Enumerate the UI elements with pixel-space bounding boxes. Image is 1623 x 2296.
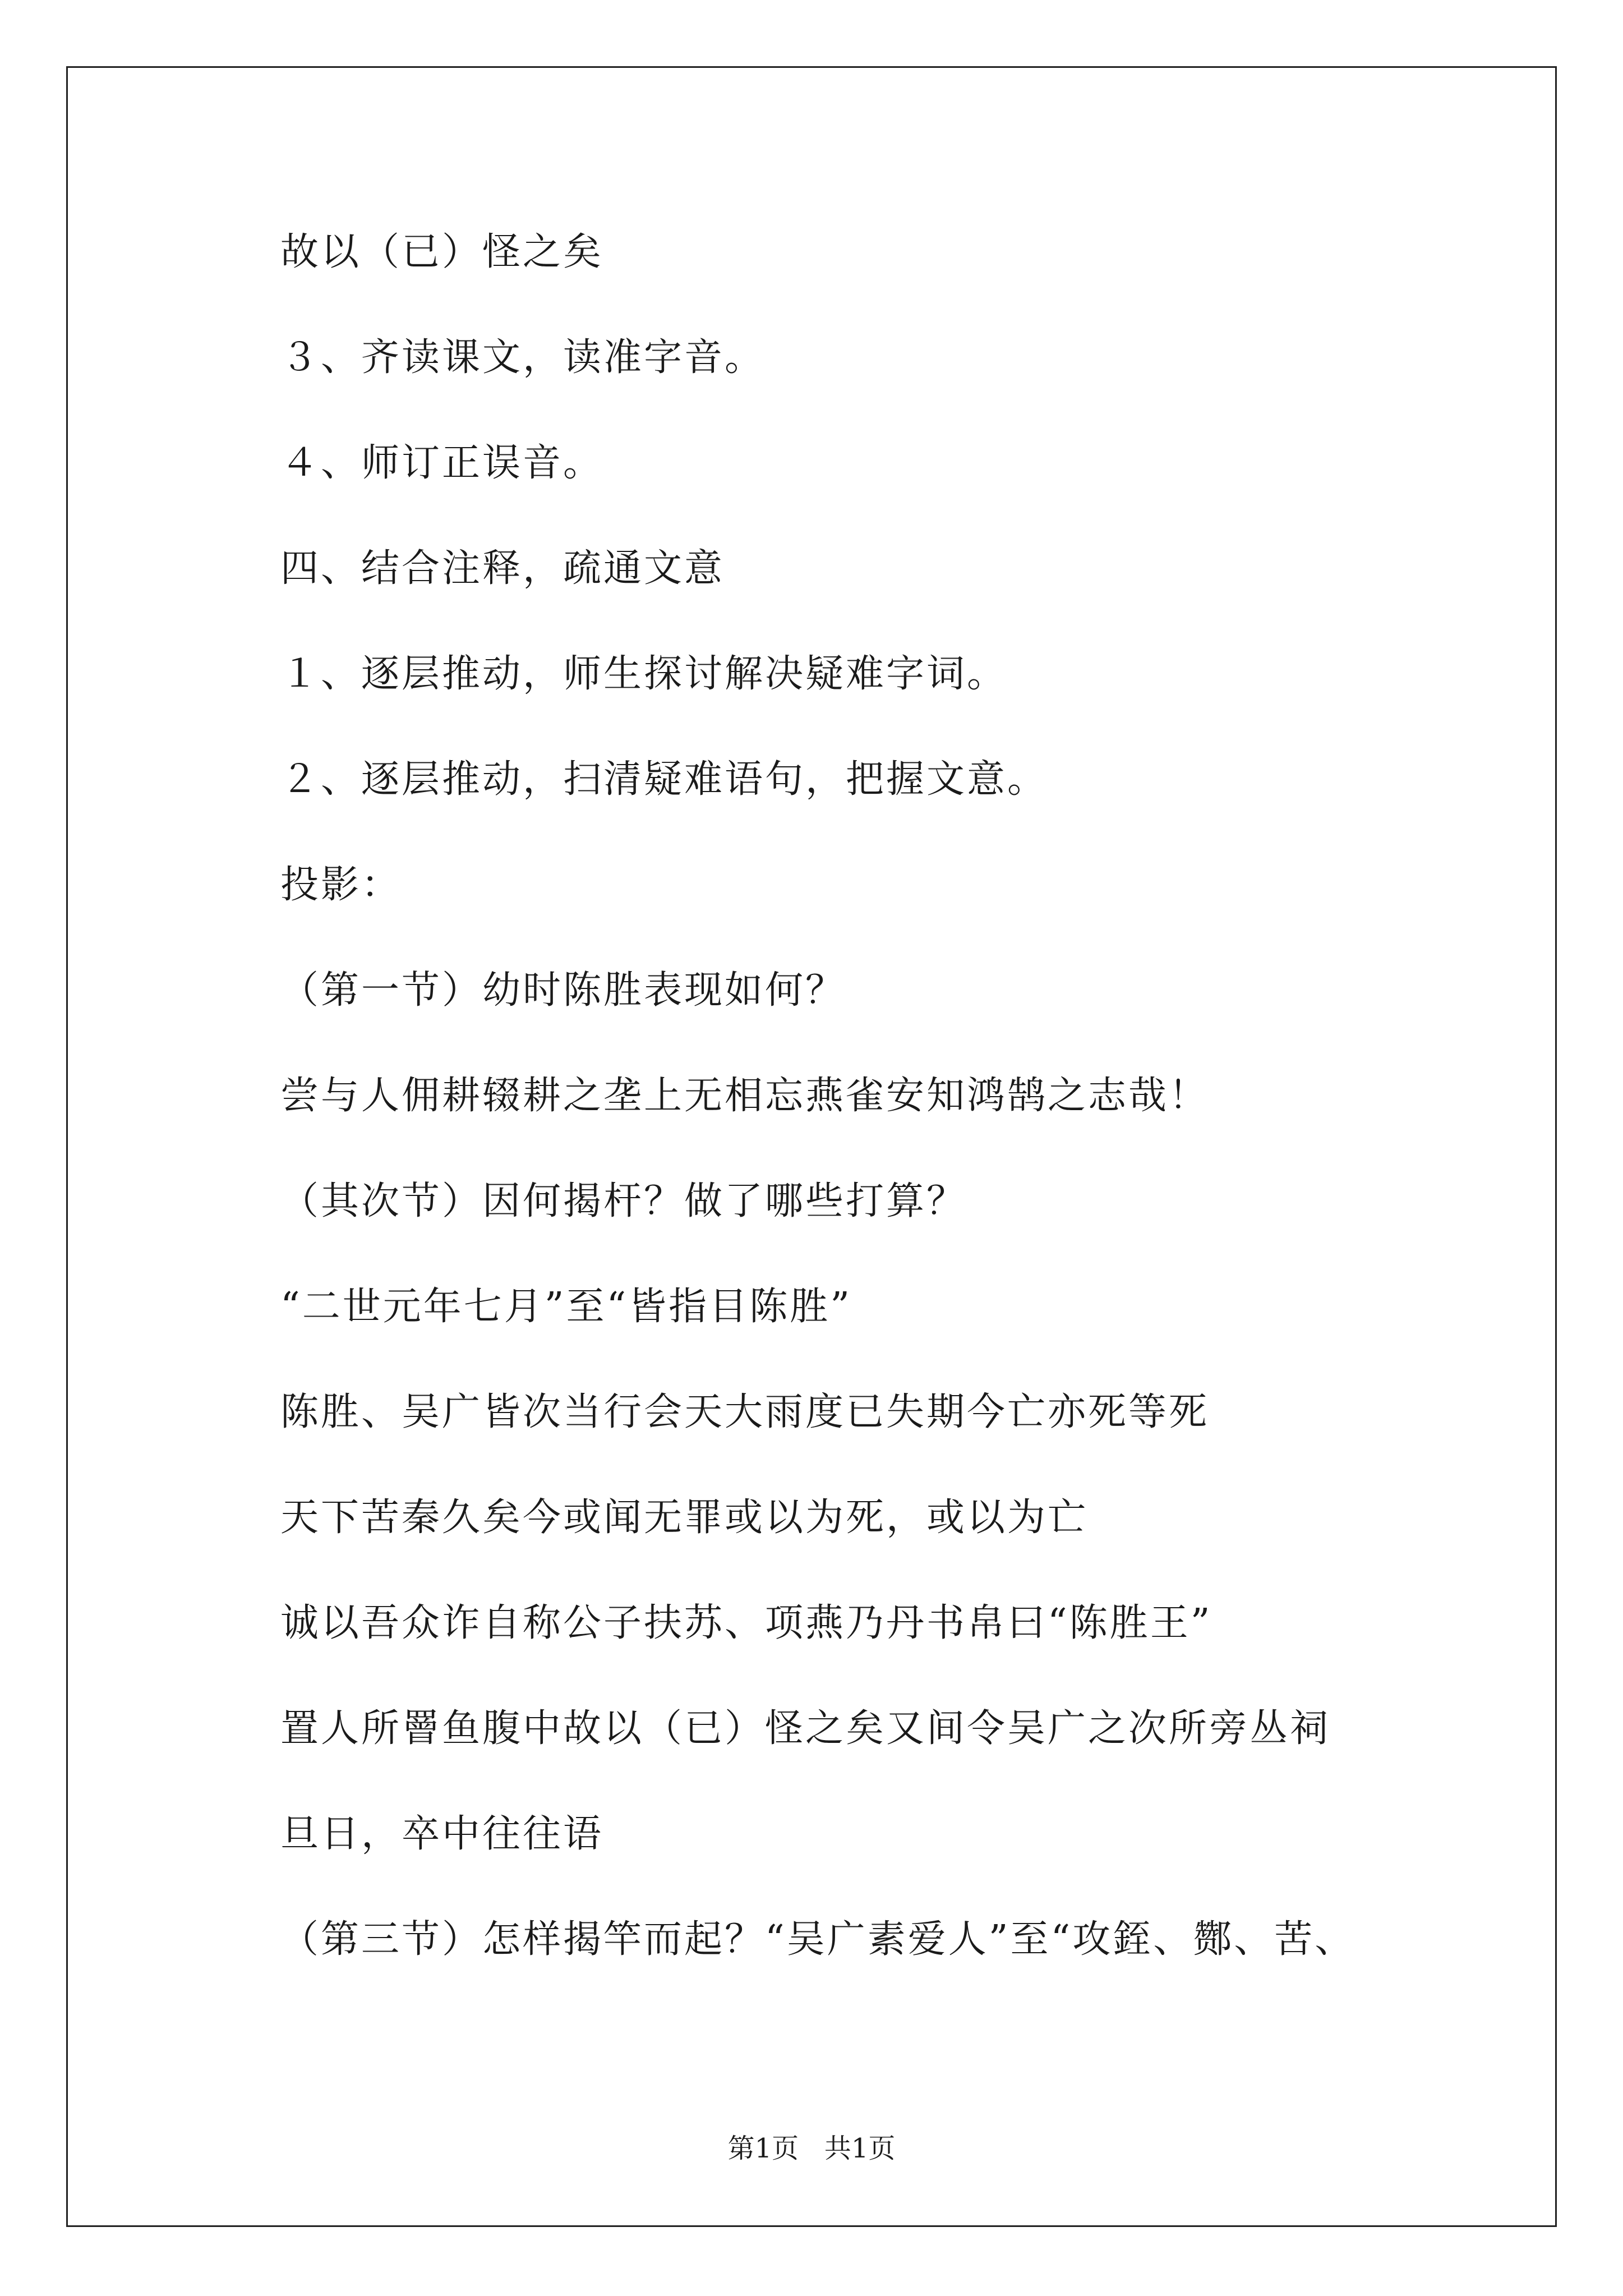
text-line: ２、逐层推动，扫清疑难语句，把握文意。 (280, 757, 1048, 802)
text-line: ４、师订正误音。 (280, 441, 604, 485)
text-line: 尝与人佣耕辍耕之垄上无相忘燕雀安知鸿鹄之志哉！ (280, 1074, 1210, 1118)
text-line: “二世元年七月”至“皆指目陈胜” (280, 1285, 852, 1329)
text-line: 故以（已）怪之矣 (280, 230, 604, 274)
text-line: 投影： (280, 863, 402, 907)
text-line: 诚以吾众诈自称公子扶苏、项燕乃丹书帛曰“陈胜王” (280, 1601, 1212, 1645)
text-line: 置人所罾鱼腹中故以（已）怪之矣又间令吴广之次所旁丛祠 (280, 1706, 1331, 1751)
page-border (66, 66, 1557, 2227)
text-line: 四、结合注释，疏通文意 (280, 546, 725, 591)
text-line: （其次节）因何揭杆？做了哪些打算？ (280, 1179, 967, 1223)
text-line: 天下苦秦久矣今或闻无罪或以为死，或以为亡 (280, 1496, 1089, 1540)
text-line: １、逐层推动，师生探讨解决疑难字词。 (280, 652, 1008, 696)
text-line: 陈胜、吴广皆次当行会天大雨度已失期今亡亦死等死 (280, 1390, 1210, 1434)
text-line: ３、齐读课文，读准字音。 (280, 335, 766, 380)
text-line: （第一节）幼时陈胜表现如何？ (280, 968, 846, 1013)
text-line: （第三节）怎样揭竿而起？“吴广素爱人”至“攻銍、酂、苦、 (280, 1917, 1355, 1962)
text-line: 旦日，卒中往往语 (280, 1812, 604, 1856)
page-number-footer: 第1页 共1页 (727, 2133, 896, 2164)
